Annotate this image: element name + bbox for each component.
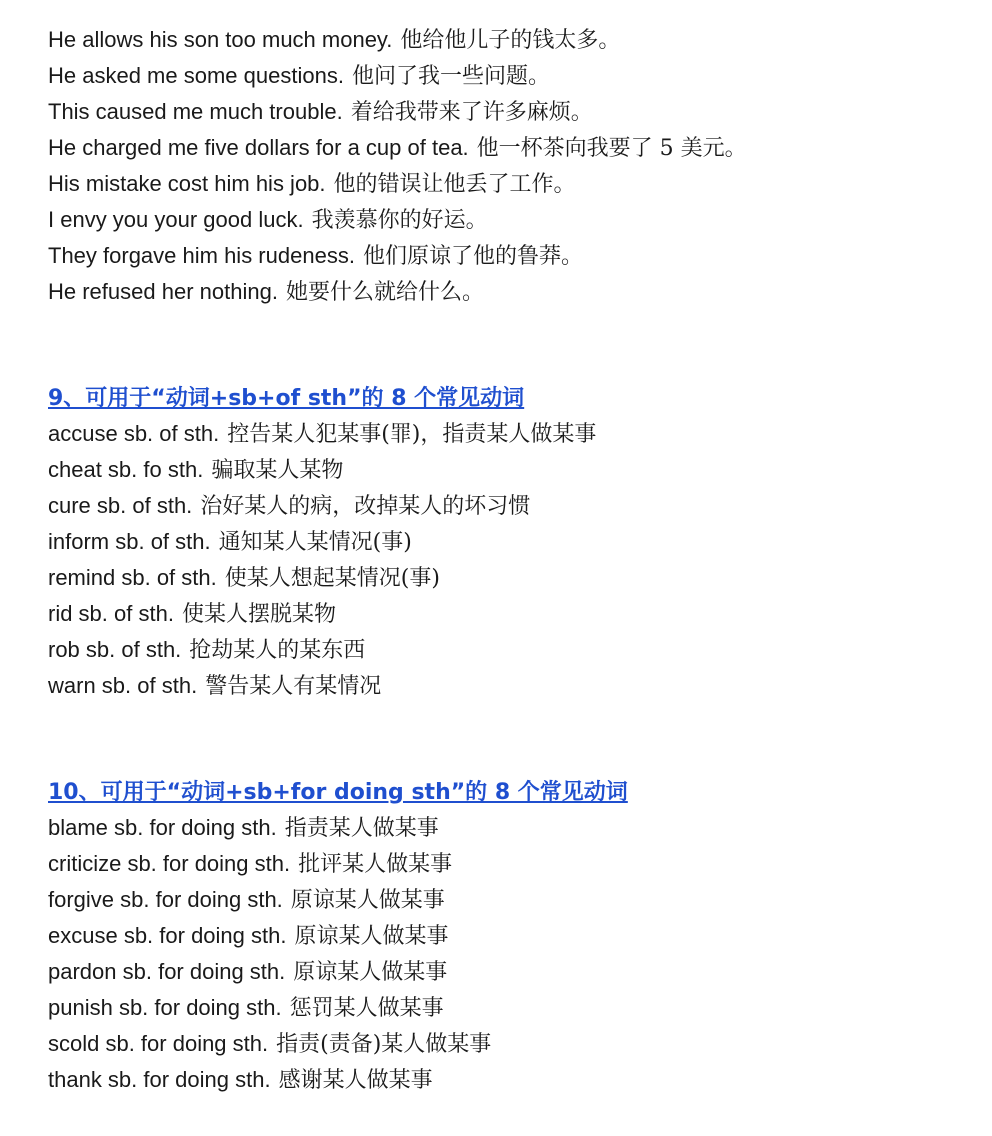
section-spacer — [48, 310, 968, 380]
list-item — [48, 452, 968, 488]
list-item — [48, 1062, 968, 1098]
list-item — [48, 130, 968, 166]
verb-phrase: excuse sb. for doing sth. — [48, 923, 287, 948]
chinese-meaning: 原谅某人做某事 — [290, 888, 445, 913]
list-item — [48, 238, 968, 274]
list-item — [48, 94, 968, 130]
chinese-meaning: 使某人想起某情况(事) — [224, 566, 440, 591]
verb-phrase: cure sb. of sth. — [48, 493, 193, 518]
english-sentence: He asked me some questions. — [48, 63, 344, 88]
chinese-meaning: 批评某人做某事 — [298, 852, 453, 877]
chinese-meaning: 指责某人做某事 — [284, 816, 439, 841]
section-10 — [48, 774, 968, 1098]
list-item — [48, 668, 968, 704]
list-item — [48, 954, 968, 990]
chinese-meaning: 指责(责备)某人做某事 — [276, 1032, 492, 1057]
list-item — [48, 166, 968, 202]
verb-phrase: criticize sb. for doing sth. — [48, 851, 291, 876]
list-item — [48, 560, 968, 596]
chinese-meaning: 原谅某人做某事 — [294, 924, 449, 949]
chinese-meaning: 感谢某人做某事 — [278, 1068, 433, 1093]
chinese-translation: 他一杯茶向我要了 5 美元。 — [476, 136, 747, 161]
list-item — [48, 632, 968, 668]
section-spacer — [48, 704, 968, 774]
section-heading-text: 10、可用于“动词+sb+for doing sth”的 8 个常见动词 — [48, 780, 628, 805]
verb-phrase: forgive sb. for doing sth. — [48, 887, 283, 912]
verb-phrase: cheat sb. fo sth. — [48, 457, 204, 482]
chinese-translation: 她要什么就给什么。 — [285, 280, 484, 305]
english-sentence: He refused her nothing. — [48, 279, 278, 304]
list-item — [48, 524, 968, 560]
document-page — [48, 22, 968, 1098]
chinese-meaning: 抢劫某人的某东西 — [189, 638, 366, 663]
chinese-meaning: 通知某人某情况(事) — [218, 530, 412, 555]
chinese-translation: 我羡慕你的好运。 — [311, 208, 488, 233]
verb-phrase: accuse sb. of sth. — [48, 421, 220, 446]
chinese-meaning: 警告某人有某情况 — [205, 674, 382, 699]
list-item — [48, 846, 968, 882]
list-item — [48, 990, 968, 1026]
list-item — [48, 22, 968, 58]
section-9-heading[interactable] — [48, 380, 968, 416]
english-sentence: This caused me much trouble. — [48, 99, 343, 124]
section-10-heading[interactable] — [48, 774, 968, 810]
verb-phrase: rob sb. of sth. — [48, 637, 182, 662]
verb-phrase: pardon sb. for doing sth. — [48, 959, 286, 984]
chinese-translation: 他们原谅了他的鲁莽。 — [362, 244, 583, 269]
chinese-meaning: 原谅某人做某事 — [293, 960, 448, 985]
english-sentence: They forgave him his rudeness. — [48, 243, 355, 268]
list-item — [48, 58, 968, 94]
verb-phrase: scold sb. for doing sth. — [48, 1031, 269, 1056]
chinese-translation: 他问了我一些问题。 — [351, 64, 550, 89]
english-sentence: His mistake cost him his job. — [48, 171, 326, 196]
list-item — [48, 1026, 968, 1062]
chinese-meaning: 控告某人犯某事(罪)，指责某人做某事 — [227, 422, 597, 447]
chinese-translation: 他给他儿子的钱太多。 — [400, 28, 621, 53]
verb-phrase: remind sb. of sth. — [48, 565, 217, 590]
intro-list — [48, 22, 968, 310]
chinese-meaning: 惩罚某人做某事 — [289, 996, 444, 1021]
list-item — [48, 596, 968, 632]
english-sentence: He charged me five dollars for a cup of tea. — [48, 135, 469, 160]
english-sentence: I envy you your good luck. — [48, 207, 304, 232]
chinese-meaning: 骗取某人某物 — [211, 458, 344, 483]
list-item — [48, 918, 968, 954]
list-item — [48, 274, 968, 310]
chinese-meaning: 使某人摆脱某物 — [181, 602, 336, 627]
verb-phrase: warn sb. of sth. — [48, 673, 198, 698]
section-9 — [48, 380, 968, 704]
verb-phrase: rid sb. of sth. — [48, 601, 174, 626]
list-item — [48, 488, 968, 524]
verb-phrase: thank sb. for doing sth. — [48, 1067, 271, 1092]
verb-phrase: blame sb. for doing sth. — [48, 815, 277, 840]
verb-phrase: inform sb. of sth. — [48, 529, 211, 554]
chinese-meaning: 治好某人的病，改掉某人的坏习惯 — [200, 494, 531, 519]
english-sentence: He allows his son too much money. — [48, 27, 393, 52]
chinese-translation: 着给我带来了许多麻烦。 — [350, 100, 593, 125]
verb-phrase: punish sb. for doing sth. — [48, 995, 282, 1020]
list-item — [48, 810, 968, 846]
list-item — [48, 202, 968, 238]
list-item — [48, 416, 968, 452]
section-heading-text: 9、可用于“动词+sb+of sth”的 8 个常见动词 — [48, 386, 525, 411]
chinese-translation: 他的错误让他丢了工作。 — [333, 172, 576, 197]
list-item — [48, 882, 968, 918]
